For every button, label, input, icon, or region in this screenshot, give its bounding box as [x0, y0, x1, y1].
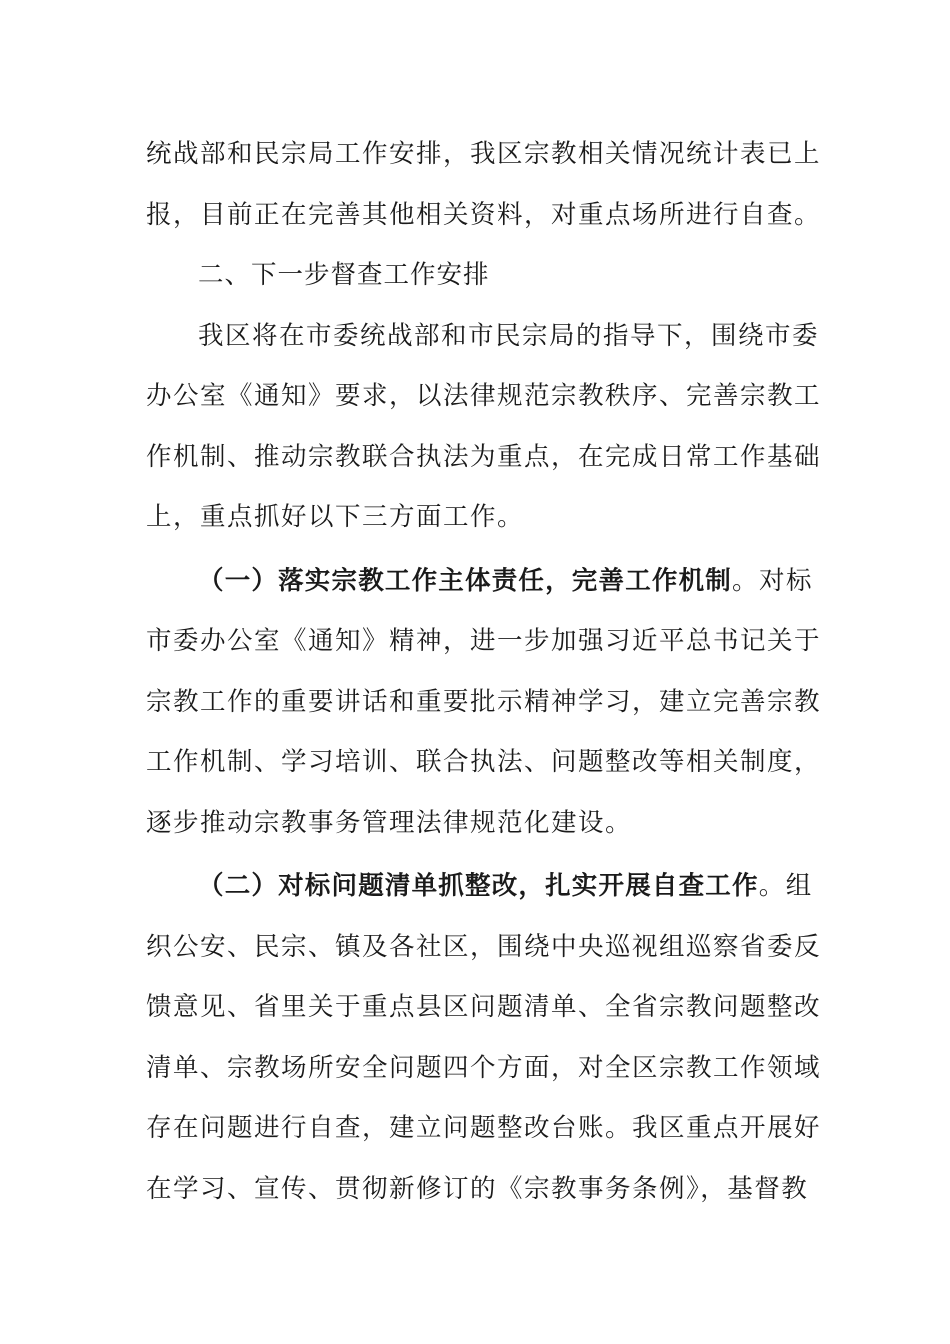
item-1-first-rest: 。对标 [732, 565, 814, 596]
section-intro-line-1: 我区将在市委统战部和市民宗局的指导下，围绕市委 [198, 320, 820, 351]
item-1-first-line [146, 551, 814, 612]
intro-line-2: 报，目前正在完善其他相关资料，对重点场所进行自查。 [146, 199, 822, 230]
section-intro-line-3: 作机制、推动宗教联合执法为重点，在完成日常工作基础 [146, 441, 822, 472]
section-intro-line-4: 上，重点抓好以下三方面工作。 [146, 502, 525, 532]
item-1-line-4: 工作机制、学习培训、联合执法、问题整改等相关制度， [146, 747, 822, 777]
item-1-line-2: 市委办公室《通知》精神，进一步加强习近平总书记关于 [146, 626, 822, 656]
document-body [146, 124, 822, 1219]
item-2-first-rest: 。组 [758, 871, 813, 901]
item-1-line-3: 宗教工作的重要讲话和重要批示精神学习，建立完善宗教 [146, 686, 822, 717]
item-1-title: （一）落实宗教工作主体责任，完善工作机制 [198, 565, 733, 596]
item-2-line-5: 存在问题进行自查，建立问题整改台账。我区重点开展好 [146, 1113, 822, 1143]
item-2-line-4: 清单、宗教场所安全问题四个方面，对全区宗教工作领域 [146, 1052, 822, 1083]
intro-line-1: 统战部和民宗局工作安排，我区宗教相关情况统计表已上 [146, 139, 822, 169]
section-intro-line-2: 办公室《通知》要求，以法律规范宗教秩序、完善宗教工 [146, 381, 822, 411]
item-2-first-line [146, 856, 813, 917]
item-1-line-5: 逐步推动宗教事务管理法律规范化建设。 [146, 807, 633, 838]
item-2-line-3: 馈意见、省里关于重点县区问题清单、全省宗教问题整改 [146, 992, 822, 1022]
item-2-line-2: 织公安、民宗、镇及各社区，围绕中央巡视组巡察省委反 [146, 931, 822, 962]
item-2-title: （二）对标问题清单抓整改，扎实开展自查工作 [198, 871, 759, 901]
section-heading: 二、下一步督查工作安排 [198, 260, 490, 290]
item-2-line-6: 在学习、宣传、贯彻新修订的《宗教事务条例》，基督教 [146, 1173, 809, 1204]
